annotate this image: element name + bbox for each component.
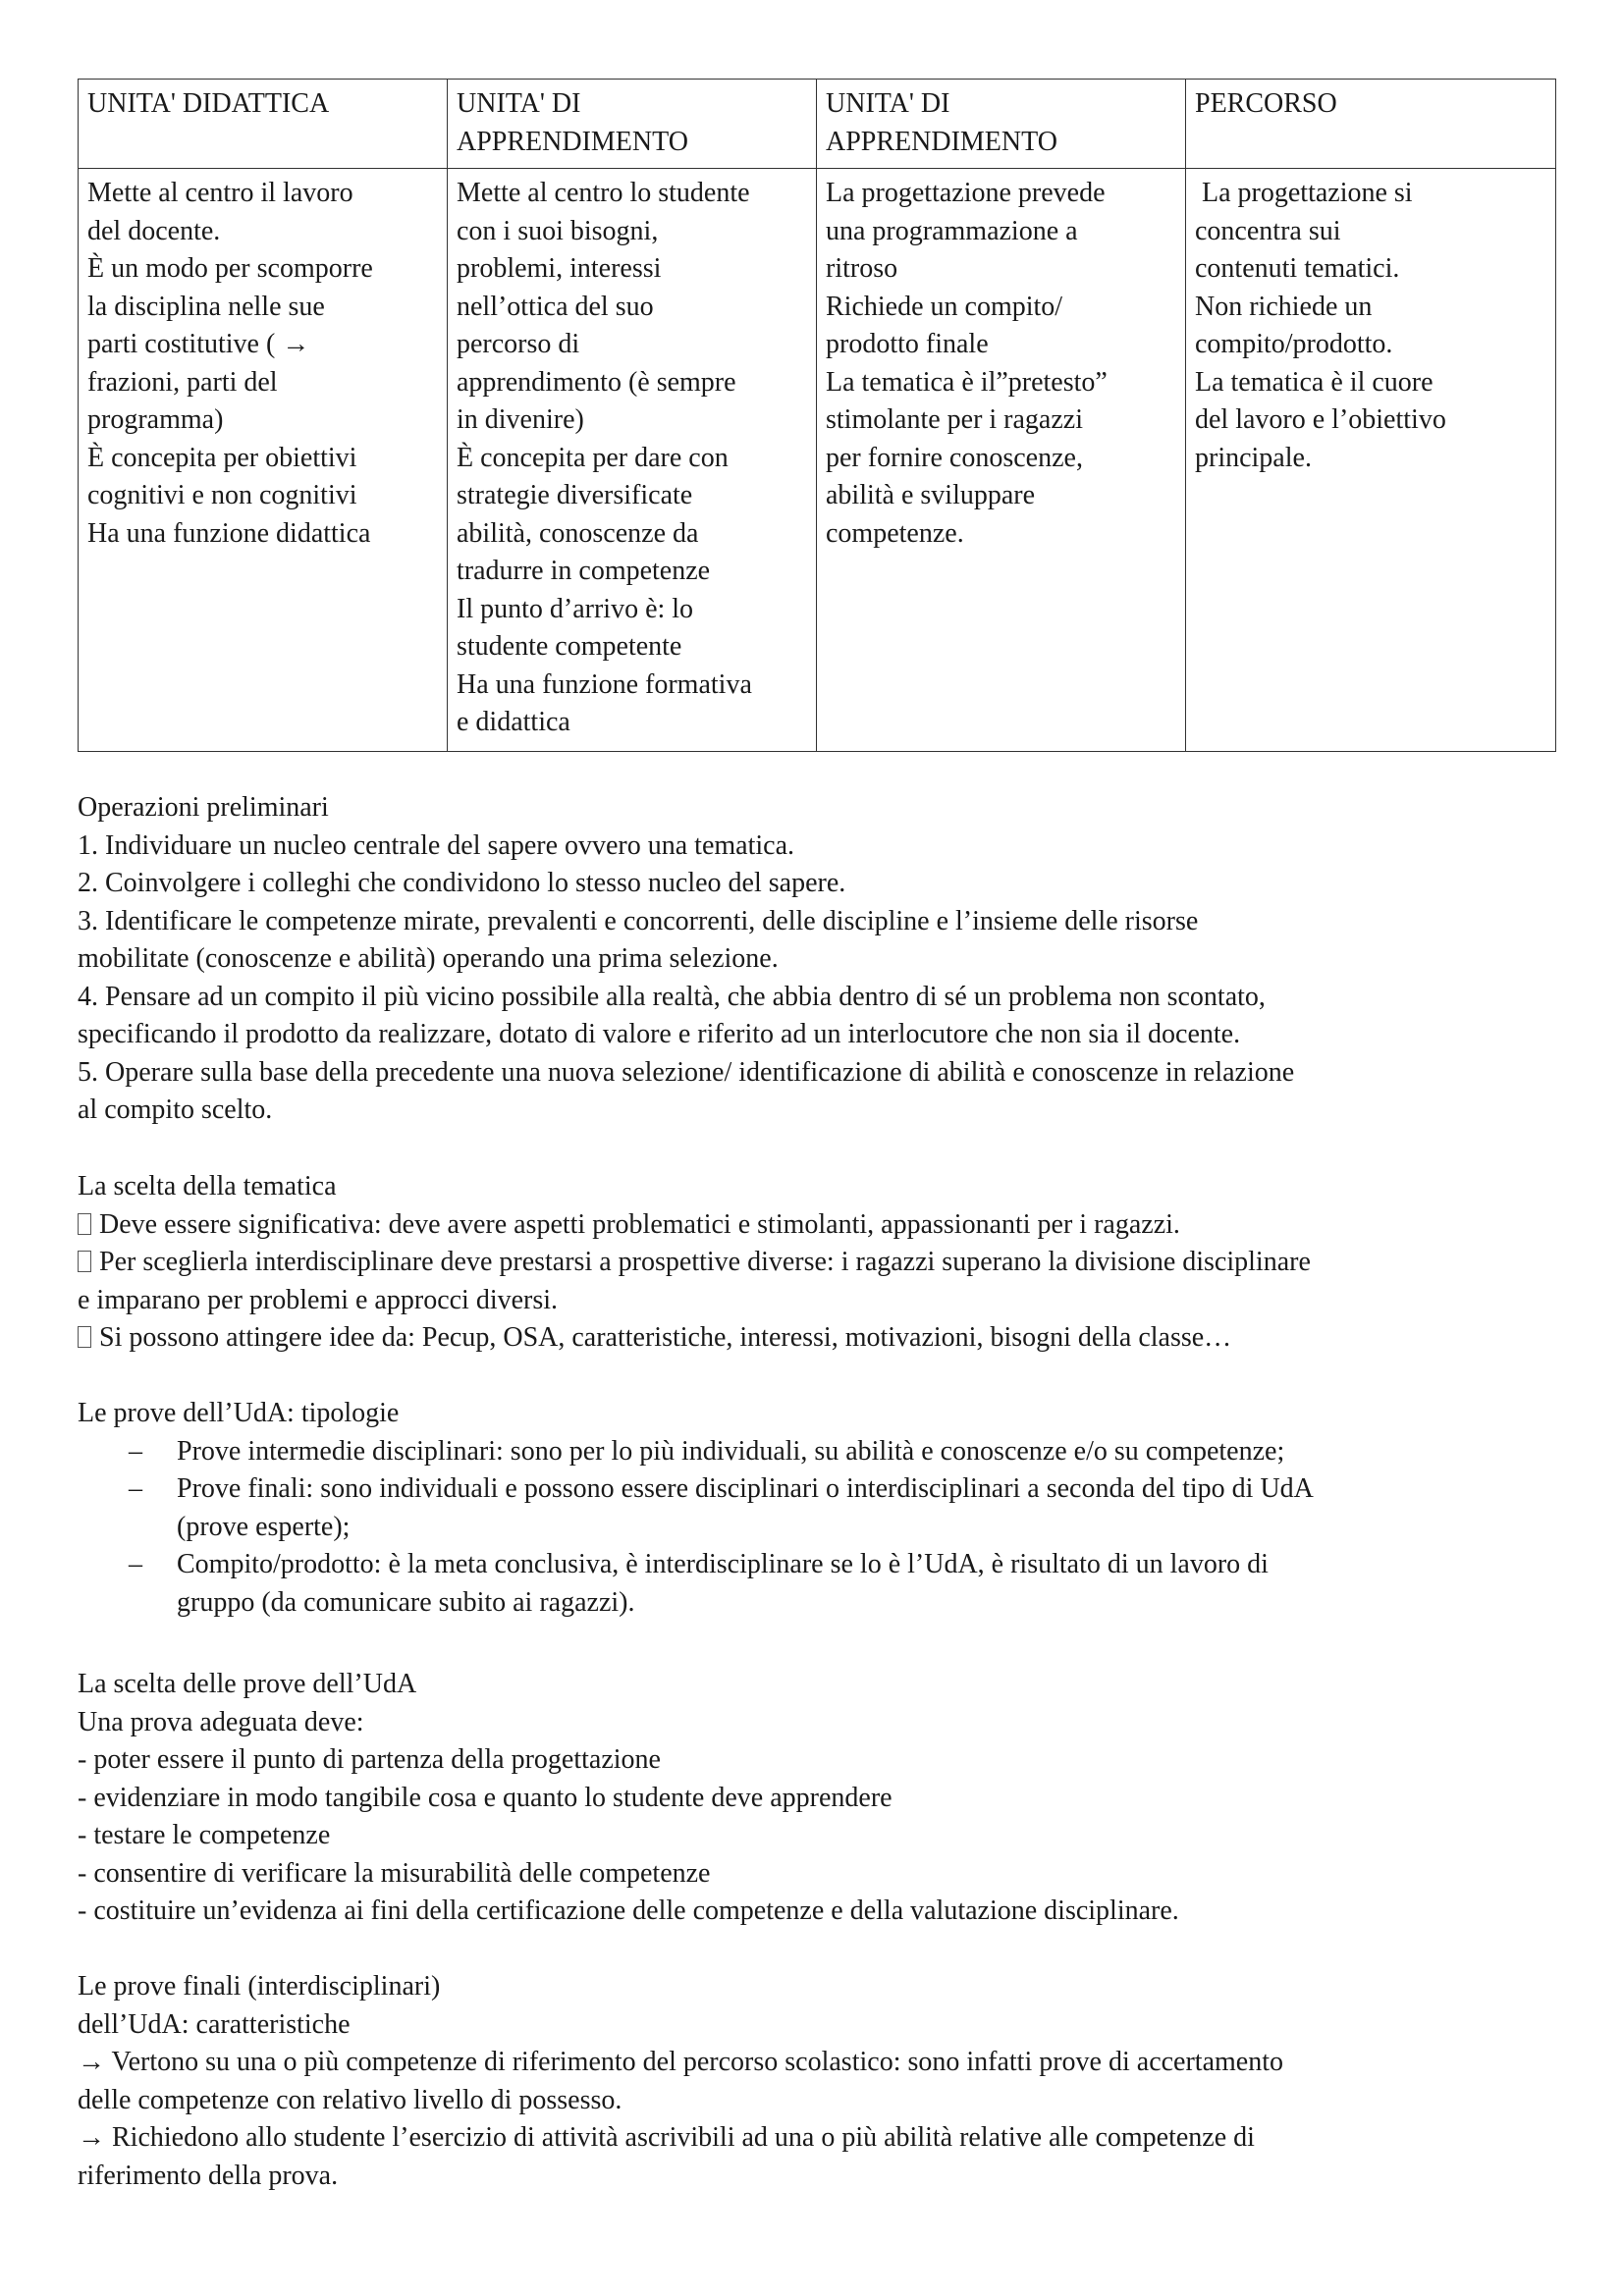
list-item-continuation: mobilitate (conoscenze e abilità) operando una prima selezione. — [78, 943, 779, 974]
header-percorso: PERCORSO — [1186, 80, 1556, 169]
list-item: – Prove finali: sono individuali e possono essere disciplinari o interdisciplinari a seconda del tipo di UdA — [78, 1470, 1570, 1509]
section-title: Operazioni preliminari — [78, 792, 329, 823]
missing-glyph-icon — [78, 1251, 91, 1272]
header-unita-didattica: UNITA' DIDATTICA — [79, 80, 448, 169]
list-item-continuation: riferimento della prova. — [78, 2160, 339, 2191]
list-item: - consentire di verificare la misurabilità delle competenze — [78, 1857, 711, 1889]
missing-glyph-icon — [78, 1326, 91, 1348]
list-item: Deve essere significativa: deve avere aspetti problematici e stimolanti, appassionanti per i ragazzi. — [78, 1206, 1570, 1245]
section-prove-tipologie — [78, 1395, 1570, 1622]
cell-unita-didattica: Mette al centro il lavoro del docente. È un modo per scomporre la disciplina nelle sue parti costitutive ( → frazioni, parti del programma) È concepita per obiettivi cognitivi e non cognitivi Ha una funzione didattica — [79, 169, 448, 752]
list-item: 2. Coinvolgere i colleghi che condividono lo stesso nucleo del sapere. — [78, 868, 846, 898]
section-title: La scelta della tematica — [78, 1171, 337, 1201]
list-item: 4. Pensare ad un compito il più vicino possibile alla realtà, che abbia dentro di sé un problema non scontato, — [78, 981, 1266, 1012]
list-item: → Vertono su una o più competenze di riferimento del percorso scolastico: sono infatti prove di accertamento — [78, 2047, 1283, 2077]
list-item: - evidenziare in modo tangibile cosa e quanto lo studente deve apprendere — [78, 1782, 893, 1813]
section-subtitle: dell’UdA: caratteristiche — [78, 2008, 351, 2040]
table-header-row — [79, 80, 1556, 169]
list-item: - costituire un’evidenza ai fini della certificazione delle competenze e della valutazione disciplinare. — [78, 1896, 1179, 1926]
list-item: Per sceglierla interdisciplinare deve prestarsi a prospettive diverse: i ragazzi superano la divisione disciplinare — [78, 1244, 1570, 1282]
list-item: → Richiedono allo studente l’esercizio di attività ascrivibili ad una o più abilità relative alle competenze di — [78, 2122, 1255, 2153]
list-item: 3. Identificare le competenze mirate, prevalenti e concorrenti, delle discipline e l’insieme delle risorse — [78, 905, 1199, 936]
dash-bullet: – — [129, 1549, 142, 1579]
dash-bullet: – — [129, 1473, 142, 1504]
section-operazioni-preliminari — [78, 789, 1570, 1130]
section-title: Le prove finali (interdisciplinari) — [78, 1971, 441, 2002]
header-unita-apprendimento-1: UNITA' DI APPRENDIMENTO — [448, 80, 817, 169]
list-item-continuation: delle competenze con relativo livello di possesso. — [78, 2084, 622, 2115]
list-item-continuation: (prove esperte); — [177, 1511, 351, 1542]
section-title: La scelta delle prove dell’UdA — [78, 1669, 417, 1699]
list-item: – Prove intermedie disciplinari: sono per lo più individuali, su abilità e conoscenze e/o su competenze; — [78, 1433, 1570, 1471]
cell-unita-apprendimento-2: La progettazione prevede una programmazione a ritroso Richiede un compito/ prodotto finale La tematica è il”pretesto” stimolante per i ragazzi per fornire conoscenze, abilità e sviluppare competenze. — [817, 169, 1186, 752]
cell-percorso: La progettazione si concentra sui contenuti tematici. Non richiede un compito/prodotto. La tematica è il cuore del lavoro e l’obiettivo principale. — [1186, 169, 1556, 752]
list-item-continuation: al compito scelto. — [78, 1095, 273, 1125]
list-item: 1. Individuare un nucleo centrale del sapere ovvero una tematica. — [78, 829, 795, 861]
list-item: – Compito/prodotto: è la meta conclusiva, è interdisciplinare se lo è l’UdA, è risultato di un lavoro di — [78, 1546, 1570, 1584]
table-body-row — [79, 169, 1556, 752]
list-item-continuation: gruppo (da comunicare subito ai ragazzi). — [177, 1586, 635, 1618]
cell-unita-apprendimento-1: Mette al centro lo studente con i suoi bisogni, problemi, interessi nell’ottica del suo percorso di apprendimento (è sempre in divenire) È concepita per dare con strategie diversificate abilità, conoscenze da tradurre in competenze Il punto d’arrivo è: lo studente competente Ha una funzione formativa e didattica — [448, 169, 817, 752]
comparison-table — [78, 79, 1556, 752]
list-item-continuation: specificando il prodotto da realizzare, dotato di valore e riferito ad un interlocutore che non sia il docente. — [78, 1019, 1241, 1049]
header-unita-apprendimento-2: UNITA' DI APPRENDIMENTO — [817, 80, 1186, 169]
intro-line: Una prova adeguata deve: — [78, 1706, 364, 1737]
section-title: Le prove dell’UdA: tipologie — [78, 1398, 400, 1428]
section-scelta-prove — [78, 1666, 1570, 1931]
section-prove-finali — [78, 1968, 1570, 2195]
list-item: - testare le competenze — [78, 1820, 331, 1850]
list-item: Si possono attingere idee da: Pecup, OSA, caratteristiche, interessi, motivazioni, bisogni della classe… — [78, 1319, 1570, 1358]
list-item: - poter essere il punto di partenza della progettazione — [78, 1744, 661, 1775]
list-item: 5. Operare sulla base della precedente una nuova selezione/ identificazione di abilità e conoscenze in relazione — [78, 1056, 1295, 1088]
missing-glyph-icon — [78, 1213, 91, 1235]
section-scelta-tematica — [78, 1168, 1570, 1358]
dash-bullet: – — [129, 1435, 142, 1467]
list-item-continuation: e imparano per problemi e approcci diversi. — [78, 1284, 559, 1315]
